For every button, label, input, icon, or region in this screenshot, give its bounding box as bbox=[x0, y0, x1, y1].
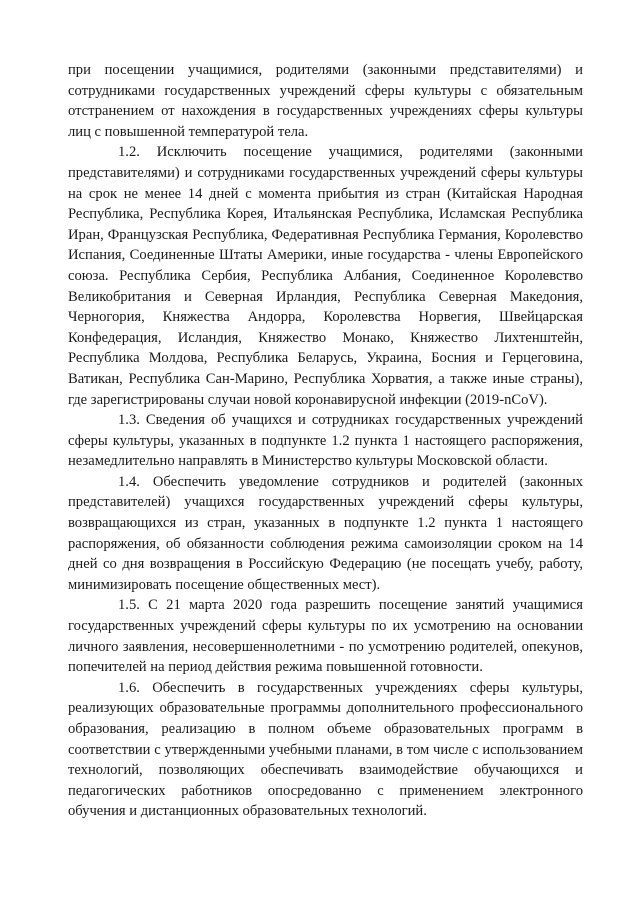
paragraph-continuation: при посещении учащимися, родителями (законными представителями) и сотрудниками государственных учреждений сферы культуры с обязательным отстранением от нахождения в государственных учреждениях сферы культуры лиц с повышенной температурой тела. bbox=[68, 62, 583, 140]
paragraph-1-6: 1.6. Обеспечить в государственных учреждениях сферы культуры, реализующих образовательные программы дополнительного профессионального образования, реализацию в полном объеме образовательных программ в соответствии с утвержденными учебными планами, в том числе с использованием технологий, позволяющих обеспечивать взаимодействие обучающихся и педагогических работников опосредованно с применением электронного обучения и дистанционных образовательных технологий. bbox=[68, 679, 583, 820]
paragraph-1-3: 1.3. Сведения об учащихся и сотрудниках государственных учреждений сферы культуры, указанных в подпункте 1.2 пункта 1 настоящего распоряжения, незамедлительно направлять в Министерство культуры Московской области. bbox=[68, 412, 583, 470]
paragraph-1-2: 1.2. Исключить посещение учащимися, родителями (законными представителями) и сотрудниками государственных учреждений сферы культуры на срок не менее 14 дней с момента прибытия из стран (Китайская Народная Республика, Республика Корея, Итальянская Республика, Исламская Республика Иран, Французская Республика, Федеративная Республика Германия, Королевство Испания, Соединенные Штаты Америки, иные государства - члены Европейского союза. Республика Сербия, Республика Албания, Соединенное Королевство Великобритания и Северная Ирландия, Республика Северная Македония, Черногория, Княжества Андорра, Королевства Норвегия, Швейцарская Конфедерация, Исландия, Княжество Монако, Княжество Лихтенштейн, Республика Молдова, Республика Беларусь, Украина, Босния и Герцеговина, Ватикан, Республика Сан-Марино, Республика Хорватия, а также иные страны), где зарегистрированы случаи новой коронавирусной инфекции (2019-nCoV). bbox=[68, 144, 583, 408]
paragraph-1-5: 1.5. С 21 марта 2020 года разрешить посещение занятий учащимися государственных учреждений сферы культуры по их усмотрению на основании личного заявления, несовершеннолетними - по усмотрению родителей, опекунов, попечителей на период действия режима повышенной готовности. bbox=[68, 597, 583, 676]
document-body bbox=[68, 60, 583, 822]
paragraph-1-4: 1.4. Обеспечить уведомление сотрудников и родителей (законных представителей) учащихся государственных учреждений сферы культуры, возвращающихся из стран, указанных в подпункте 1.2 пункта 1 настоящего распоряжения, об обязанности соблюдения режима самоизоляции сроком на 14 дней со дня возвращения в Российскую Федерацию (не посещать учебу, работу, минимизировать посещение общественных мест). bbox=[68, 473, 583, 593]
